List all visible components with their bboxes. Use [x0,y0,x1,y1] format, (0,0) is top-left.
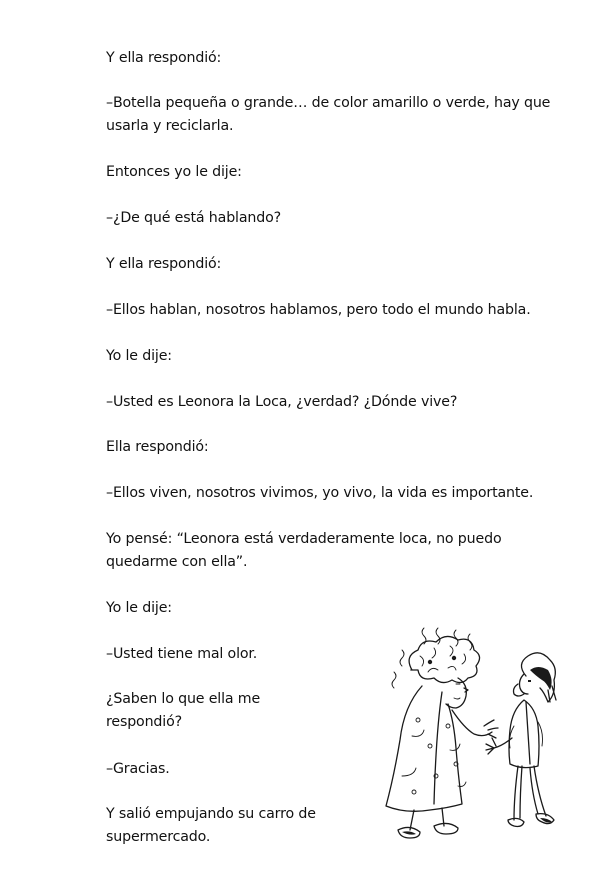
text-line: quedarme con ella”. [106,554,248,570]
text-line: Ella respondió: [106,439,209,455]
text-line: –Botella pequeña o grande… de color amarillo o verde, hay que [106,95,551,111]
paragraph [106,597,172,620]
text-line: ¿Saben lo que ella me [106,691,261,707]
text-line: Entonces yo le dije: [106,164,242,180]
text-line: –¿De qué está hablando? [106,210,281,226]
paragraph [106,803,316,849]
paragraph [106,758,170,781]
woman-and-girl-illustration-icon [372,626,572,844]
paragraph [106,345,172,368]
text-line: respondió? [106,714,182,730]
text-line: –Gracias. [106,761,170,777]
paragraph [106,482,533,505]
text-line: –Ellos viven, nosotros vivimos, yo vivo, la vida es importante. [106,485,534,501]
paragraph [106,643,257,666]
text-line: Yo le dije: [106,600,172,616]
text-line: –Usted es Leonora la Loca, ¿verdad? ¿Dónde vive? [106,394,458,410]
text-line: supermercado. [106,829,211,845]
text-line: Yo pensé: “Leonora está verdaderamente loca, no puedo [106,531,502,547]
text-line: Yo le dije: [106,348,172,364]
text-line: –Usted tiene mal olor. [106,646,258,662]
paragraph [106,436,209,459]
paragraph [106,688,260,734]
paragraph [106,299,531,322]
paragraph [106,391,457,414]
paragraph [106,161,242,184]
text-line: Y ella respondió: [106,256,222,272]
paragraph [106,47,221,70]
paragraph [106,207,281,230]
text-line: Y ella respondió: [106,50,222,66]
text-line: Y salió empujando su carro de [106,806,316,822]
paragraph [106,528,501,574]
paragraph [106,92,550,138]
paragraph [106,253,221,276]
text-line: usarla y reciclarla. [106,118,234,134]
text-line: –Ellos hablan, nosotros hablamos, pero todo el mundo habla. [106,302,531,318]
